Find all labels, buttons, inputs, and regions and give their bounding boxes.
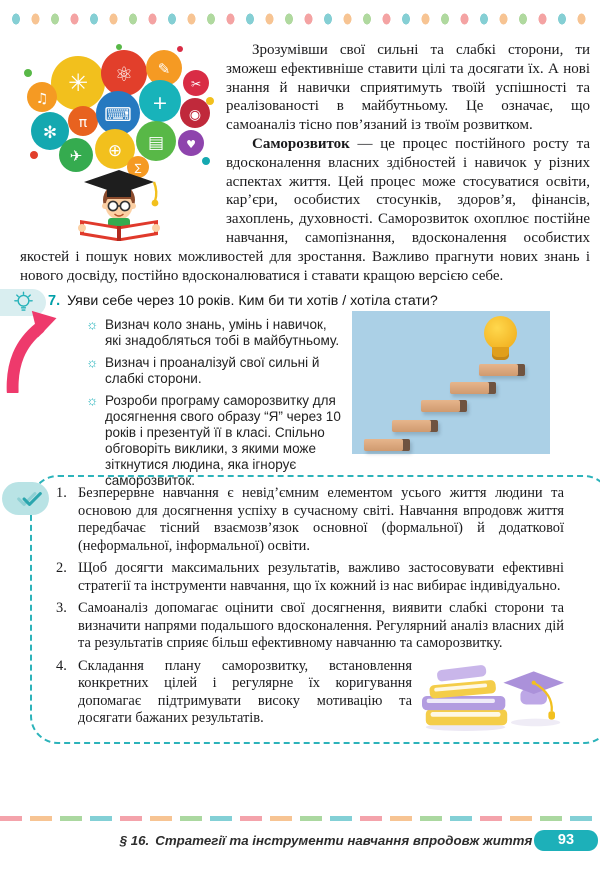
task-bullet-1-text: Визнач коло знань, умінь і навичок, які знадобляться тобі в майбутньому.	[105, 317, 340, 349]
intro-section	[20, 41, 590, 285]
footer-chapter-title	[0, 833, 534, 848]
keyboard-icon: ⌨	[104, 104, 132, 126]
task-bullet-1	[86, 317, 344, 349]
summary-item-number: 4.	[56, 657, 67, 674]
wooden-step	[450, 382, 496, 394]
summary-item-2	[56, 560, 564, 595]
heart-icon: ♥	[186, 138, 196, 151]
task-bullet-2	[86, 355, 344, 387]
scissors-icon: ✂	[190, 77, 202, 91]
sun-bullet-icon: ☼	[86, 355, 99, 371]
footer-title-text: Стратегії та інструменти навчання впродовж життя	[155, 832, 533, 848]
pencil-icon: ✎	[157, 60, 171, 78]
footer-section-number: § 16.	[119, 832, 150, 848]
intro-paragraph-1-text: Зрозумівши свої сильні та слабкі сторони, ти зможеш ефективніше ставити цілі та досягати їх. А нові знання й навички сприятимуть твоїй успішності та реалізованості в майбутньому. Це означає, що самоаналіз тісно пов’язаний із твоїм розвитком.	[226, 42, 590, 134]
lightbulb-photo-base	[492, 347, 509, 360]
summary-item-text: Щоб досягти максимальних результатів, важливо застосовувати ефективні стратегії та інструменти навчання, що їх кожний із нас вибирає індивідуально.	[78, 560, 564, 594]
task-bullet-3-text: Розроби програму саморозвитку для досягнення свого образу “Я” через 10 років і презентуй її в класі. Спільно обговоріть виклики, з якими може зіткнутися людина, яка ігнорує саморозвиток.	[105, 392, 341, 488]
term-self-development: Саморозвиток	[252, 135, 350, 152]
wooden-step	[479, 364, 525, 376]
knowledge-cloud-illustration	[20, 43, 218, 241]
plus-icon: +	[152, 92, 168, 114]
summary-item-number: 1.	[56, 485, 67, 502]
wooden-step	[421, 400, 467, 412]
summary-item-number: 2.	[56, 560, 67, 577]
summary-item-text: Безперервне навчання є невід’ємним елементом усього життя людини та основою для досягнення успіху в сучасному світі. Навчання впродовж життя передбачає тісний взаємозв’язок основної (формальної) й додаткової (неформальної, інформальної) освіти.	[78, 485, 564, 554]
atom-icon: ⚛	[115, 62, 133, 86]
page-footer	[0, 829, 600, 851]
summary-item-text: Самоаналіз допомагає оцінити свої досягнення, виявити слабкі сторони та визначити напрями подальшого вдосконалення. Регулярний аналіз власних дій та результатів сприяє більш ефективному навчанню та саморозвитку.	[78, 600, 564, 652]
bottom-decorative-dashes	[0, 816, 600, 821]
summary-item-number: 3.	[56, 600, 67, 617]
plane-icon: ✈	[69, 147, 83, 165]
task-bullet-list	[86, 317, 344, 488]
music-icon: ♫	[35, 91, 49, 107]
lightbulb-photo-globe	[484, 316, 517, 350]
pi-icon: π	[78, 115, 88, 131]
task-question-row	[0, 293, 600, 309]
summary-item-1	[56, 485, 564, 555]
summary-item-text-wrap	[78, 658, 564, 734]
summary-item-3	[56, 600, 564, 653]
pink-arrow-illustration	[3, 309, 57, 393]
wooden-step	[364, 439, 410, 451]
books-graduation-cap-illustration	[422, 658, 564, 732]
double-check-icon	[16, 490, 43, 508]
top-decorative-dots	[6, 13, 594, 25]
globe-icon: ⊕	[107, 141, 123, 161]
sun-bullet-icon: ☼	[86, 392, 99, 408]
page-number-badge: 93	[534, 830, 598, 851]
sun-bullet-icon: ☼	[86, 317, 99, 333]
eye-icon: ◉	[188, 107, 202, 123]
task-bullet-2-text: Визнач і проаналізуй свої сильні й слабкі сторони.	[105, 355, 320, 387]
task-question: Уяви себе через 10 років. Ким би ти хотів / хотіла стати?	[67, 293, 438, 310]
wooden-step	[392, 420, 438, 432]
stairs-lightbulb-photo	[352, 311, 550, 454]
dna-icon: ✳	[67, 69, 89, 97]
gear-icon: ✻	[42, 123, 58, 143]
task-7-section	[0, 293, 600, 488]
task-number: 7.	[48, 293, 61, 310]
summary-item-4	[56, 658, 564, 734]
book-icon: ▤	[147, 133, 165, 153]
summary-item-text: Складання плану саморозвитку, встановлення конкретних цілей і регулярне їх коригування допомагає підтримувати високу мотивацію та досягати бажаних результатів.	[78, 657, 412, 727]
summary-box	[30, 475, 600, 744]
sum-icon: ∑	[134, 163, 142, 174]
reading-boy-illustration	[78, 170, 160, 241]
task-bullet-3	[86, 393, 344, 488]
intro-paragraph-2-text: — це процес постійного росту та вдосконалення власних здібностей і навичок у різних аспектах життя. Цей процес може стосуватися освіти, кар’єри, особистих стосунків, здоров’я, фінансів, захоплень, духовності. Саморозвиток охоплює постійне навчання, самопізнання, вдосконалення особистих якостей і пошук нових можливостей для зростання. Важливо прагнути нових знань і нового досвіду, постійно вдосконалюватися і ставати кращою версією себе.	[20, 135, 590, 284]
summary-marker-pill	[2, 482, 49, 515]
